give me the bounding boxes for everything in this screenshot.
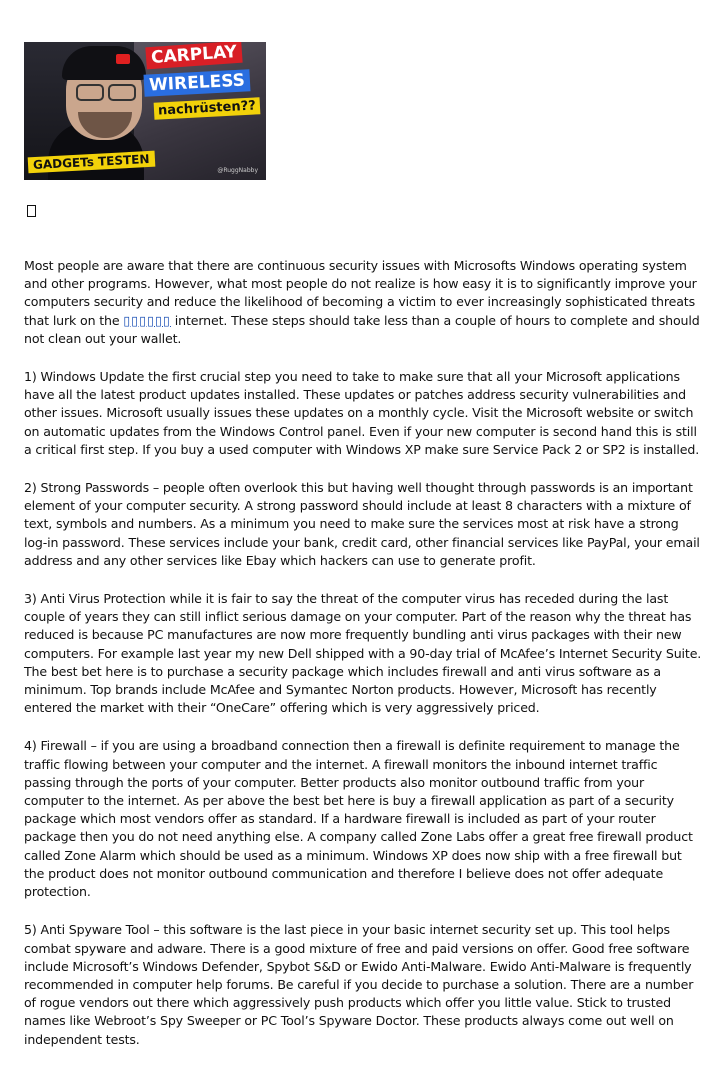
paragraph-firewall: 4) Firewall – if you are using a broadband connection then a firewall is definite requirement to manage the traffic flowing between your computer and the internet. A firewall monitors the inbound internet traffic passing through the ports of your computer. Better products also monitor outbound traffic from your computer to the internet. As per above the best bet here is buy a firewall application as part of a security package which most vendors offer as standard. If a hardware firewall is included as part of your router package then you do not need anything else. A company called Zone Labs offer a great free firewall product called Zone Alarm which should be used as a minimum. Windows XP does now ship with a free firewall but the product does not monitor outbound communication and therefore I believe does not offer adequate protection. bbox=[24, 738, 693, 900]
person-beanie bbox=[62, 46, 146, 80]
missing-glyph bbox=[24, 180, 696, 221]
page-content bbox=[24, 42, 702, 1069]
paragraph-anti-spyware: 5) Anti Spyware Tool – this software is the last piece in your basic internet security set up. This tool helps combat spyware and adware. There is a good mixture of free and paid versions on offer. Good free software include Microsoft’s Windows Defender, Spybot S&D or Ewido Anti-Malware. Ewido Anti-Malware is frequently recommended in computer help forums. Be careful if you decide to purchase a solution. There are a number of rogue vendors out there which aggressively push products which offer you little value. Stick to trusted names like Webroot’s Spy Sweeper or PC Tool’s Spyware Doctor. These products always come out well on independent tests. bbox=[24, 922, 694, 1047]
paragraph-anti-virus: 3) Anti Virus Protection while it is fair to say the threat of the computer virus has receded during the last couple of years they can still inflict serious damage on your computer. Part of the reason why the threat has reduced is because PC manufactures are now more frequently bundling anti virus packages with their new computers. For example last year my new Dell shipped with a 90-day trial of McAfee’s Internet Security Suite. The best bet here is to purchase a security package which includes firewall and anti virus software as a minimum. Top brands include McAfee and Symantec Norton products. However, Microsoft has recently entered the market with their “OneCare” offering which is very aggressively priced. bbox=[24, 591, 702, 716]
article-body bbox=[24, 257, 704, 1049]
thumbnail-title-line1: CARPLAY bbox=[145, 42, 242, 69]
inline-link[interactable]: ▯▯▯▯▯▯ bbox=[123, 312, 171, 328]
thumbnail-tag: GADGETs TESTEN bbox=[28, 151, 155, 174]
beanie-badge-icon bbox=[116, 54, 130, 64]
thumbnail-watermark: @RuggNabby bbox=[217, 167, 258, 174]
paragraph-windows-update: 1) Windows Update the first crucial step you need to take to make sure that all your Microsoft applications have all the latest product updates installed. These updates or patches address security vulnerabilities and other issues. Microsoft usually issues these updates on a monthly cycle. Visit the Microsoft website or switch on automatic updates from the Windows Control panel. Even if your new computer is second hand this is still a critical first step. If you buy a used computer with Windows XP make sure Service Pack 2 or SP2 is installed. bbox=[24, 369, 700, 457]
paragraph-intro: Most people are aware that there are continuous security issues with Microsofts Windows operating system and other programs. However, what most people do not realize is how easy it is to significantly improve your computers security and reduce the likelihood of becoming a victim to ever increasingly sophisticated threats that lurk on the ▯▯▯▯▯▯ internet. These steps should take less than a couple of hours to complete and should not clean out your wallet. bbox=[24, 258, 700, 346]
video-thumbnail-image[interactable] bbox=[24, 42, 266, 180]
missing-glyph-icon bbox=[27, 205, 36, 217]
thumbnail-title-line2: WIRELESS bbox=[143, 69, 250, 97]
thumbnail-title-line3: nachrüsten?? bbox=[154, 97, 261, 120]
glasses-icon bbox=[76, 84, 136, 98]
paragraph-strong-passwords: 2) Strong Passwords – people often overlook this but having well thought through passwords is an important element of your computer security. A strong password should include at least 8 characters with a mixture of text, symbols and numbers. As a minimum you need to make sure the services most at risk have a strong log-in password. These services include your bank, credit card, other financial services like PayPal, your email address and any other services like Ebay which hackers can use to generate profit. bbox=[24, 480, 700, 568]
